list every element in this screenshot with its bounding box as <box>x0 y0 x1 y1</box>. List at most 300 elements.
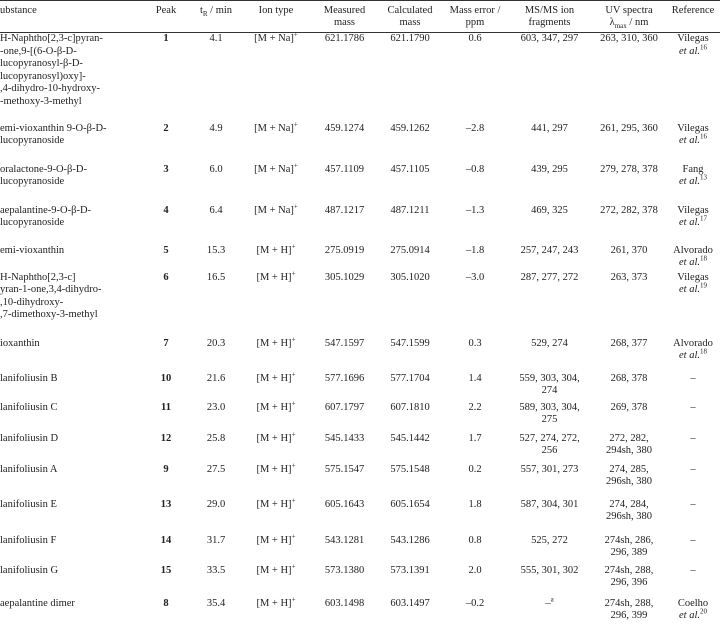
cell-peak: 4 <box>163 204 169 216</box>
cell-retention-time: 27.5 <box>206 463 226 475</box>
msms-line: 257, 247, 243 <box>520 244 579 256</box>
cell-msms <box>507 373 592 402</box>
table-row <box>0 123 720 164</box>
substance-line: ioxanthin <box>0 337 40 349</box>
reference-number: 18 <box>700 347 707 356</box>
cell-calculated-mass: 543.1286 <box>390 534 430 546</box>
cell-substance <box>0 123 140 164</box>
header-calculated-mass: Calculated mass <box>377 1 443 33</box>
ion-text: [M + Na] <box>254 33 294 44</box>
cell-reference <box>666 433 720 464</box>
reference-line: – <box>690 498 696 510</box>
uv-line: 263, 310, 360 <box>600 33 658 44</box>
ion-charge: + <box>291 562 296 570</box>
ion-charge: + <box>291 269 296 277</box>
reference-line: – <box>690 401 696 413</box>
uv-line: 294sh, 380 <box>605 445 653 456</box>
cell-uv <box>592 272 666 338</box>
header-peak: Peak <box>140 1 192 33</box>
reference-number: 17 <box>700 214 707 223</box>
cell-calculated-mass: 305.1020 <box>390 271 430 283</box>
ion-text: [M + H] <box>256 597 292 609</box>
ion-charge: + <box>291 430 296 438</box>
cell-mass-error: –1.3 <box>465 204 485 216</box>
substance-line: -one,9-[(6-O-β-D- <box>0 45 77 57</box>
cell-uv <box>592 123 666 164</box>
cell-reference <box>666 272 720 338</box>
msms-line: 256 <box>541 445 558 456</box>
uv-line: 296, 389 <box>610 547 648 558</box>
table-row <box>0 499 720 535</box>
substance-line: emi-vioxanthin <box>0 244 65 256</box>
cell-substance <box>0 338 140 373</box>
reference-line: Coelho <box>677 597 709 609</box>
cell-peak: 3 <box>163 163 169 175</box>
reference-line: – <box>690 534 696 546</box>
uv-line: 269, 378 <box>610 401 648 413</box>
cell-retention-time: 31.7 <box>206 534 226 546</box>
header-reference: Reference <box>666 1 720 33</box>
ion-charge: + <box>293 120 298 128</box>
reference-line: – <box>690 564 696 576</box>
cell-uv <box>592 245 666 272</box>
cell-reference <box>666 123 720 164</box>
header-substance: ubstance <box>0 1 140 33</box>
substance-line: lucopyranosyl-β-D- <box>0 58 83 69</box>
cell-mass-error: 0.2 <box>468 463 482 475</box>
ion-text: [M + H] <box>256 498 292 510</box>
cell-measured-mass: 575.1547 <box>324 463 365 475</box>
cell-ion-type <box>240 496 312 535</box>
substance-line: aepalantine dimer <box>0 597 75 609</box>
ion-text: [M + H] <box>256 564 292 576</box>
cell-measured-mass: 577.1696 <box>324 372 365 384</box>
header-msms: MS/MS ion fragments <box>507 1 592 33</box>
ion-text: [M + H] <box>256 244 292 256</box>
cell-peak: 13 <box>160 498 172 510</box>
cell-reference <box>666 373 720 402</box>
header-mass-error: Mass error / ppm <box>443 1 507 33</box>
cell-peak: 2 <box>163 122 169 134</box>
cell-measured-mass: 487.1217 <box>324 204 365 216</box>
ion-charge: + <box>291 335 296 343</box>
table-row <box>0 535 720 565</box>
substance-line: lucopyranosyl)oxy]- <box>0 70 86 82</box>
cell-retention-time: 6.0 <box>209 163 223 175</box>
cell-mass-error: 2.0 <box>468 564 482 576</box>
table-row <box>0 164 720 205</box>
cell-calculated-mass: 607.1810 <box>390 401 430 413</box>
cell-msms <box>507 164 592 205</box>
table-row <box>0 464 720 499</box>
cell-retention-time: 16.5 <box>206 271 226 283</box>
header-uv: UV spectra $\lambda_{max}$ / nm <box>592 1 666 33</box>
cell-peak: 6 <box>163 271 169 283</box>
cell-calculated-mass: 275.0914 <box>390 244 430 256</box>
cell-ion-type <box>240 242 312 272</box>
header-ion-type: Ion type <box>240 1 312 33</box>
ion-charge: + <box>291 461 296 469</box>
substance-line: ,10-dihydroxy- <box>0 296 64 308</box>
cell-reference <box>666 33 720 123</box>
table-row <box>0 33 720 123</box>
cell-substance <box>0 499 140 535</box>
cell-measured-mass: 605.1643 <box>324 498 365 510</box>
cell-mass-error: 1.7 <box>468 432 482 444</box>
ion-text: [M + H] <box>256 337 292 349</box>
substance-line: lucopyranoside <box>0 217 65 228</box>
cell-measured-mass: 573.1380 <box>324 564 365 576</box>
cell-mass-error: –1.8 <box>465 244 485 256</box>
cell-ion-type <box>240 202 312 245</box>
cell-msms <box>507 402 592 433</box>
cell-measured-mass: 621.1786 <box>324 33 365 44</box>
cell-measured-mass: 305.1029 <box>324 271 365 283</box>
cell-mass-error: 0.8 <box>468 534 482 546</box>
cell-calculated-mass: 487.1211 <box>390 204 430 216</box>
cell-calculated-mass: 575.1548 <box>390 463 430 475</box>
uv-line: 279, 278, 378 <box>600 163 658 175</box>
cell-retention-time: 35.4 <box>206 597 226 609</box>
cell-mass-error: 1.4 <box>468 372 482 384</box>
cell-mass-error: 1.8 <box>468 498 482 510</box>
cell-retention-time: 25.8 <box>206 432 226 444</box>
cell-ion-type <box>240 335 312 373</box>
cell-peak: 12 <box>160 432 172 444</box>
msms-line: 555, 301, 302 <box>520 564 579 576</box>
cell-mass-error: –2.8 <box>465 122 485 134</box>
cell-retention-time: 6.4 <box>209 204 223 216</box>
cell-ion-type <box>240 370 312 402</box>
substance-line: lanifoliusin G <box>0 564 59 576</box>
ion-charge: + <box>291 496 296 504</box>
msms-line: 441, 297 <box>531 122 568 134</box>
substance-line: lanifoliusin A <box>0 463 58 475</box>
cell-retention-time: 20.3 <box>206 337 226 349</box>
substance-line: lucopyranoside <box>0 135 65 146</box>
cell-uv <box>592 499 666 535</box>
uv-line: 272, 282, <box>609 432 649 444</box>
cell-ion-type <box>240 562 312 598</box>
cell-msms <box>507 535 592 565</box>
uv-line: 274sh, 288, <box>604 564 654 576</box>
cell-measured-mass: 607.1797 <box>324 401 365 413</box>
reference-number: 19 <box>700 281 707 290</box>
cell-retention-time: 15.3 <box>206 244 226 256</box>
msms-line: 275 <box>541 414 558 425</box>
substance-line: lanifoliusin F <box>0 534 57 546</box>
substance-line: lucopyranoside <box>0 176 65 187</box>
reference-number: 16 <box>700 132 707 141</box>
ion-text: [M + Na] <box>254 163 294 175</box>
cell-reference <box>666 164 720 205</box>
substance-line: ,4-dihydro-10-hydroxy- <box>0 83 101 94</box>
uv-line: 296sh, 380 <box>605 476 653 487</box>
msms-line: 589, 303, 304, <box>519 401 580 413</box>
cell-measured-mass: 543.1281 <box>324 534 365 546</box>
cell-ion-type <box>240 269 312 338</box>
msms-line: 469, 325 <box>531 204 568 216</box>
cell-reference <box>666 205 720 245</box>
msms-line: 439, 295 <box>531 163 568 175</box>
uv-line: 274sh, 288, <box>604 597 654 609</box>
substance-line: H-Naphtho[2,3-c]pyran- <box>0 33 103 44</box>
cell-mass-error: 0.3 <box>468 337 482 349</box>
msms-line: 559, 303, 304, <box>519 372 580 384</box>
msms-line: 287, 277, 272 <box>520 271 579 283</box>
cell-substance <box>0 535 140 565</box>
substance-line: H-Naphtho[2,3-c] <box>0 271 76 283</box>
cell-substance <box>0 598 140 627</box>
cell-reference <box>666 402 720 433</box>
cell-calculated-mass: 545.1442 <box>390 432 430 444</box>
table-body <box>0 30 720 627</box>
ion-text: [M + H] <box>256 432 292 444</box>
cell-msms <box>507 245 592 272</box>
cell-retention-time: 29.0 <box>206 498 226 510</box>
cell-reference <box>666 565 720 598</box>
reference-line: Vilegas <box>677 122 709 134</box>
substance-line: lanifoliusin E <box>0 498 57 510</box>
cell-substance <box>0 402 140 433</box>
cell-mass-error: –0.2 <box>465 597 485 609</box>
cell-measured-mass: 603.1498 <box>324 597 365 609</box>
substance-line: -methoxy-3-methyl <box>0 95 82 107</box>
cell-uv <box>592 33 666 123</box>
uv-line: 268, 377 <box>610 337 648 349</box>
reference-line: Vilegas <box>677 204 709 216</box>
cell-msms <box>507 33 592 123</box>
substance-line: yran-1-one,3,4-dihydro- <box>0 284 102 295</box>
cell-msms <box>507 205 592 245</box>
uv-line: 272, 282, 378 <box>600 204 658 216</box>
cell-calculated-mass: 603.1497 <box>390 597 430 609</box>
cell-uv <box>592 565 666 598</box>
reference-number: 20 <box>700 607 707 616</box>
uv-line: 274, 285, <box>609 463 649 475</box>
ion-text: [M + H] <box>256 534 292 546</box>
reference-line: et al.$^{17}$ <box>679 214 707 228</box>
cell-retention-time: 4.1 <box>209 33 223 44</box>
cell-peak: 14 <box>160 534 172 546</box>
ion-text: [M + Na] <box>254 122 294 134</box>
uv-line: 274, 284, <box>609 498 649 510</box>
substance-line: aepalantine-9-O-β-D- <box>0 204 92 216</box>
cell-ion-type <box>240 399 312 433</box>
msms-line: 274 <box>541 385 558 396</box>
reference-line: – <box>690 463 696 475</box>
cell-uv <box>592 205 666 245</box>
cell-mass-error: 2.2 <box>468 401 482 413</box>
cell-ion-type <box>240 595 312 627</box>
reference-line: Vilegas <box>677 271 709 283</box>
ion-charge: + <box>293 202 298 210</box>
msms-line: 587, 304, 301 <box>520 498 579 510</box>
reference-line: et al.$^{18}$ <box>679 254 707 268</box>
reference-line: et al.$^{18}$ <box>679 347 707 361</box>
ion-charge: + <box>291 370 296 378</box>
cell-substance <box>0 565 140 598</box>
reference-line: et al.$^{16}$ <box>679 132 707 146</box>
cell-reference <box>666 598 720 627</box>
reference-line: Vilegas <box>677 33 709 44</box>
cell-mass-error: 0.6 <box>468 33 482 44</box>
reference-line: et al.$^{20}$ <box>679 607 707 621</box>
cell-calculated-mass: 573.1391 <box>390 564 430 576</box>
cell-peak: 7 <box>163 337 169 349</box>
cell-uv <box>592 433 666 464</box>
cell-measured-mass: 547.1597 <box>324 337 365 349</box>
substance-line: ,7-dimethoxy-3-methyl <box>0 309 98 320</box>
cell-ion-type <box>240 430 312 464</box>
reference-line: Alvorado <box>673 337 713 349</box>
uv-line: 296, 399 <box>610 610 648 621</box>
cell-calculated-mass: 621.1790 <box>390 33 430 44</box>
cell-uv <box>592 464 666 499</box>
msms-line: 525, 272 <box>531 534 568 546</box>
substance-line: lanifoliusin C <box>0 401 58 413</box>
msms-line: 527, 274, 272, <box>519 432 580 444</box>
table-row <box>0 598 720 627</box>
cell-msms <box>507 499 592 535</box>
cell-retention-time: 33.5 <box>206 564 226 576</box>
cell-ion-type <box>240 532 312 565</box>
ion-text: [M + H] <box>256 372 292 384</box>
table-row <box>0 565 720 598</box>
reference-line: – <box>690 372 696 384</box>
uv-line: 263, 373 <box>610 271 648 283</box>
header-measured-mass: Measured mass <box>312 1 377 33</box>
ion-charge: + <box>291 242 296 250</box>
cell-peak: 5 <box>163 244 169 256</box>
cell-ion-type <box>240 30 312 123</box>
cell-ion-type <box>240 461 312 499</box>
reference-number: 18 <box>700 254 707 263</box>
msms-footnote: a <box>550 595 554 603</box>
cell-uv <box>592 164 666 205</box>
cell-reference <box>666 245 720 272</box>
cell-ion-type <box>240 161 312 205</box>
header-row <box>0 1 720 33</box>
reference-number: 13 <box>700 173 707 182</box>
cell-mass-error: –3.0 <box>465 271 485 283</box>
cell-measured-mass: 545.1433 <box>324 432 365 444</box>
cell-reference <box>666 464 720 499</box>
cell-msms <box>507 464 592 499</box>
cell-ion-type <box>240 120 312 164</box>
substance-line: lanifoliusin B <box>0 372 58 384</box>
cell-retention-time: 23.0 <box>206 401 226 413</box>
table-row <box>0 402 720 433</box>
ion-text: [M + H] <box>256 401 292 413</box>
substance-line: emi-vioxanthin 9-O-β-D- <box>0 122 107 134</box>
uv-line: 268, 378 <box>610 372 648 384</box>
cell-uv <box>592 373 666 402</box>
cell-peak: 15 <box>160 564 172 576</box>
cell-substance <box>0 373 140 402</box>
table-row <box>0 433 720 464</box>
uv-line: 261, 295, 360 <box>600 122 658 134</box>
cell-msms <box>507 595 592 627</box>
substance-line: lanifoliusin D <box>0 432 59 444</box>
reference-number: 16 <box>700 43 707 51</box>
table-row <box>0 272 720 338</box>
cell-msms <box>507 433 592 464</box>
ion-text: [M + Na] <box>254 204 294 216</box>
uv-line: 274sh, 286, <box>604 534 654 546</box>
cell-measured-mass: 457.1109 <box>325 163 364 175</box>
cell-measured-mass: 459.1274 <box>324 122 365 134</box>
cell-uv <box>592 402 666 433</box>
table-row <box>0 245 720 272</box>
substance-line: oralactone-9-O-β-D- <box>0 163 87 175</box>
cell-reference <box>666 338 720 373</box>
cell-reference <box>666 499 720 535</box>
cell-uv <box>592 535 666 565</box>
cell-substance <box>0 164 140 205</box>
cell-substance <box>0 33 140 123</box>
reference-line: et al.$^{13}$ <box>679 173 707 187</box>
cell-msms <box>507 123 592 164</box>
ion-charge: + <box>293 161 298 169</box>
cell-calculated-mass: 605.1654 <box>390 498 430 510</box>
cell-calculated-mass: 547.1599 <box>390 337 430 349</box>
cell-peak: 9 <box>163 463 169 475</box>
reference-line: Fang <box>682 163 704 175</box>
cell-uv <box>592 338 666 373</box>
table-row <box>0 338 720 373</box>
cell-mass-error: –0.8 <box>465 163 485 175</box>
reference-line: – <box>690 432 696 444</box>
cell-uv <box>592 598 666 627</box>
ion-charge: + <box>291 595 296 603</box>
header-retention-time: $t_R$ / min <box>192 1 240 33</box>
cell-msms <box>507 565 592 598</box>
cell-substance <box>0 464 140 499</box>
cell-reference <box>666 535 720 565</box>
uv-line: 261, 370 <box>610 244 648 256</box>
ion-charge: + <box>291 399 296 407</box>
cell-calculated-mass: 457.1105 <box>390 163 430 175</box>
cell-substance <box>0 272 140 338</box>
cell-calculated-mass: 459.1262 <box>390 122 430 134</box>
msms-line: –$^a$ <box>545 595 554 609</box>
reference-line: et al.$^{19}$ <box>679 281 707 295</box>
table-row <box>0 205 720 245</box>
cell-measured-mass: 275.0919 <box>324 244 365 256</box>
ion-charge: + <box>293 30 298 39</box>
cell-peak: 8 <box>163 597 169 609</box>
ion-text: [M + H] <box>256 271 292 283</box>
cell-peak: 1 <box>163 33 169 44</box>
cell-substance <box>0 433 140 464</box>
cell-peak: 11 <box>161 401 171 413</box>
reference-line: et al.$^{16}$ <box>679 43 707 57</box>
reference-line: Alvorado <box>673 244 713 256</box>
cell-retention-time: 21.6 <box>206 372 226 384</box>
uv-line: 296, 396 <box>610 577 648 588</box>
table-row <box>0 373 720 402</box>
cell-substance <box>0 205 140 245</box>
cell-retention-time: 4.9 <box>209 122 223 134</box>
msms-line: 557, 301, 273 <box>520 463 579 475</box>
msms-line: 529, 274 <box>531 337 568 349</box>
cell-substance <box>0 245 140 272</box>
ion-charge: + <box>291 532 296 540</box>
cell-msms <box>507 338 592 373</box>
uv-line: 296sh, 380 <box>605 511 653 522</box>
ion-text: [M + H] <box>256 463 292 475</box>
